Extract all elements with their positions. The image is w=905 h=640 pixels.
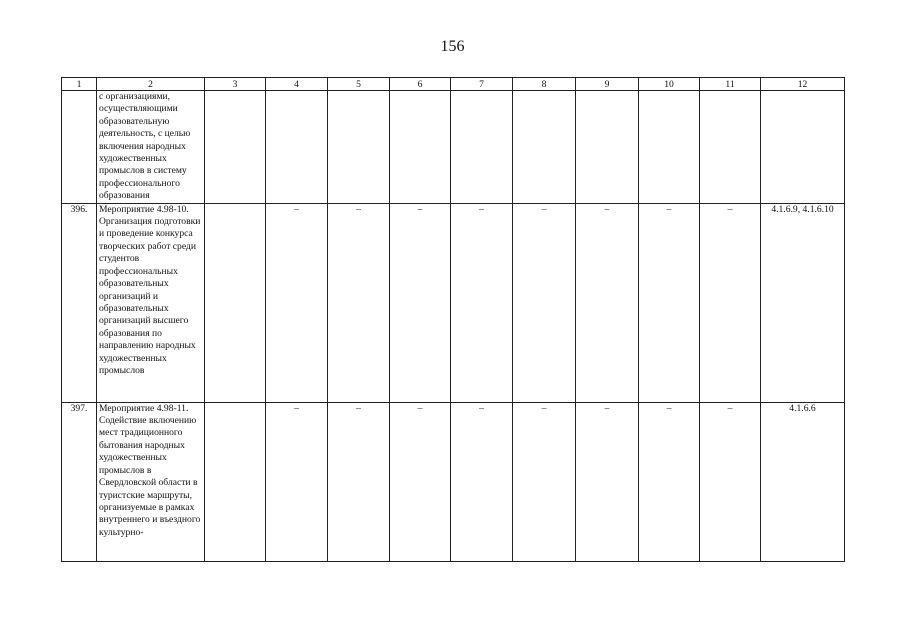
cell-col-9: – (576, 402, 639, 561)
cell-col-7: – (451, 402, 513, 561)
cell-col-3 (205, 402, 266, 561)
cell-col-7: – (451, 203, 513, 402)
cell-col-5 (328, 91, 390, 204)
cell-col-4: – (266, 402, 328, 561)
plan-table (61, 77, 845, 562)
row-number: 397. (62, 402, 97, 561)
cell-col-9 (576, 91, 639, 204)
column-header-3: 3 (205, 78, 266, 91)
column-header-11: 11 (700, 78, 761, 91)
cell-col-10 (639, 91, 700, 204)
cell-col-10: – (639, 203, 700, 402)
column-header-2: 2 (97, 78, 205, 91)
column-header-5: 5 (328, 78, 390, 91)
cell-col-5: – (328, 203, 390, 402)
column-header-8: 8 (513, 78, 576, 91)
cell-col-3 (205, 91, 266, 204)
target-indicator-ref: 4.1.6.9, 4.1.6.10 (761, 203, 845, 402)
cell-col-5: – (328, 402, 390, 561)
cell-col-9: – (576, 203, 639, 402)
header-row (62, 78, 845, 91)
cell-col-8: – (513, 203, 576, 402)
cell-col-11 (700, 91, 761, 204)
table-row (62, 91, 845, 204)
cell-col-11: – (700, 402, 761, 561)
cell-col-6 (390, 91, 451, 204)
cell-col-10: – (639, 402, 700, 561)
table-row (62, 203, 845, 402)
activity-description: с организациями, осуществляющими образовательную деятельность, с целью включения народных художественных промыслов в систему профессионального образования (97, 91, 205, 204)
target-indicator-ref (761, 91, 845, 204)
column-header-6: 6 (390, 78, 451, 91)
column-header-4: 4 (266, 78, 328, 91)
cell-col-8: – (513, 402, 576, 561)
cell-col-6: – (390, 402, 451, 561)
table-row (62, 402, 845, 561)
target-indicator-ref: 4.1.6.6 (761, 402, 845, 561)
column-header-7: 7 (451, 78, 513, 91)
cell-col-4: – (266, 203, 328, 402)
row-number (62, 91, 97, 204)
activity-description: Мероприятие 4.98-10. Организация подготовки и проведение конкурса творческих работ среди студентов профессиональных образовательных организаций и образовательных организаций высшего образования по направлению народных художественных промыслов (97, 203, 205, 402)
cell-col-6: – (390, 203, 451, 402)
cell-col-11: – (700, 203, 761, 402)
column-header-9: 9 (576, 78, 639, 91)
row-number: 396. (62, 203, 97, 402)
cell-col-4 (266, 91, 328, 204)
page-number: 156 (440, 38, 465, 55)
column-header-12: 12 (761, 78, 845, 91)
column-header-10: 10 (639, 78, 700, 91)
column-header-1: 1 (62, 78, 97, 91)
cell-col-8 (513, 91, 576, 204)
cell-col-3 (205, 203, 266, 402)
activity-description: Мероприятие 4.98-11. Содействие включению мест традиционного бытования народных художественных промыслов в Свердловской области в туристские маршруты, организуемые в рамках внутреннего и въездного культурно- (97, 402, 205, 561)
cell-col-7 (451, 91, 513, 204)
